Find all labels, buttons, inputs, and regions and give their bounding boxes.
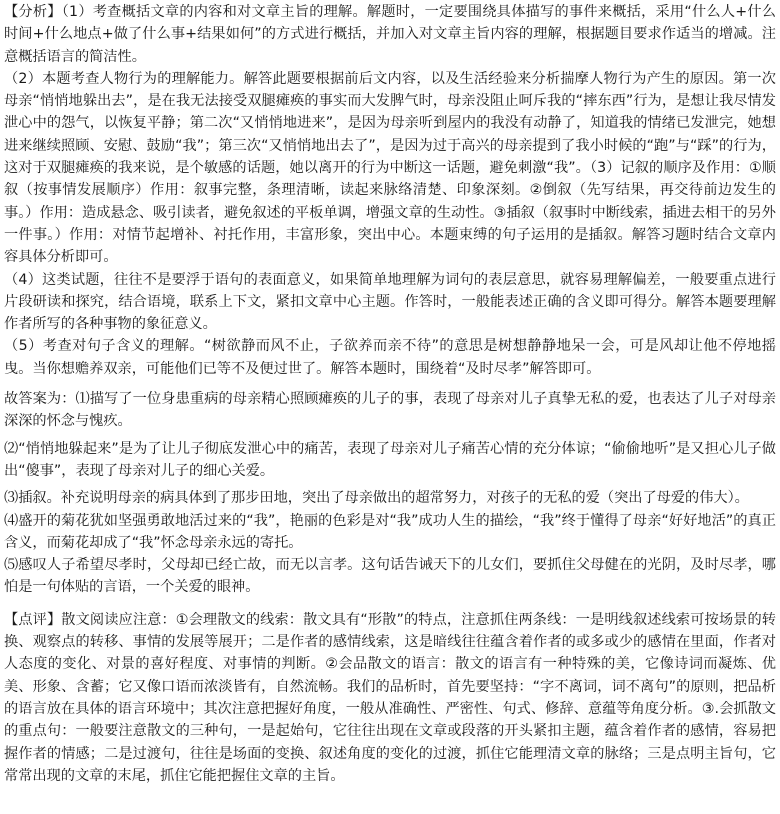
answer-4: ⑷盛开的菊花犹如坚强勇敢地活过来的“我”，艳丽的色彩是对“我”成功人生的描绘，“我”终于懂得了母亲“好好地活”的真正含义，而菊花却成了“我”怀念母亲永远的寄托。 bbox=[4, 512, 776, 551]
comment-section bbox=[4, 609, 776, 787]
analysis-part-2-3: （2）本题考查人物行为的理解能力。解答此题要根据前后文内容，以及生活经验来分析揣摩人物行为产生的原因。第一次母亲“悄悄地躲出去”，是在我无法接受双腿瘫痪的事实而大发脾气时，母亲没阻止呵斥我的“摔东西”行为，是想让我尽情发泄心中的怨气，以恢复平静；第二次“又悄悄地进来”，是因为母亲听到屋内的我没有动静了，知道我的情绪已发泄完，她想进来继续照顾、安慰、鼓励“我”；第三次“又悄悄地出去了”，是因为过于高兴的母亲提到了我小时候的“跑”与“踩”的行为，这对于双腿瘫痪的我来说，是个敏感的话题，她以离开的行为中断这一话题，避免刺激“我”。（3）记叙的顺序及作用：①顺叙（按事情发展顺序）作用：叙事完整，条理清晰，读起来脉络清楚、印象深刻。②倒叙（先写结果，再交待前边发生的事。）作用：造成悬念、吸引读者，避免叙述的平板单调，增强文章的生动性。③插叙（叙事时中断线索，插进去相干的另外一件事。）作用：对情节起增补、衬托作用，丰富形象，突出中心。本题束缚的句子运用的是插叙。解答习题时结合文章内容具体分析即可。 bbox=[4, 70, 776, 266]
answer-2: ⑵“悄悄地躲起来”是为了让儿子彻底发泄心中的痛苦，表现了母亲对儿子痛苦心情的充分体谅；“偷偷地听”是又担心儿子做出“傻事”，表现了母亲对儿子的细心关爱。 bbox=[4, 440, 776, 479]
answer-5: ⑸感叹人子希望尽孝时，父母却已经亡故，而无以言孝。这句话告诫天下的儿女们，要抓住父母健在的光阴，及时尽孝，哪怕是一句体贴的言语，一个关爱的眼神。 bbox=[4, 557, 776, 596]
analysis-part-4: （4）这类试题，往往不是要浮于语句的表面意义，如果简单地理解为词句的表层意思，就容易理解偏差，一般要重点进行片段研读和探究，结合语境，联系上下文，紧扣文章中心主题。作答时，一般能表述正确的含义即可得分。解答本题要理解作者所写的各种事物的象征意义。 bbox=[4, 271, 776, 333]
spacer bbox=[4, 599, 776, 609]
answer-section bbox=[4, 388, 776, 599]
analysis-part-5: （5）考查对句子含义的理解。“树欲静而风不止，子欲养而亲不待”的意思是树想静静地呆一会，可是风却让他不停地摇曳。当你想赡养双亲，可能他们已等不及便过世了。解答本题时，围绕着“及时尽孝”解答即可。 bbox=[4, 338, 776, 377]
spacer bbox=[4, 380, 776, 388]
comment-text: 【点评】散文阅读应注意：①会理散文的线索：散文具有“形散”的特点，注意抓住两条线：一是明线叙述线索可按场景的转换、观察点的转移、事情的发展等展开；二是作者的感情线索，这是暗线往往蕴含着作者的或多或少的感情在里面，作者对人态度的变化、对景的喜好程度、对事情的判断。②会品散文的语言：散文的语言有一种特殊的美，它像诗词而凝炼、优美、形象、含蓄；它又像口语而浓淡皆有，自然流畅。我们的品析时，首先要坚持：“字不离词，词不离句”的原则，把品析的语言放在具体的语言环境中；其次注意把握好角度，一般从准确性、严密性、句式、修辞、意蕴等角度分析。③.会抓散文的重点句：一般要注意散文的三种句，一是起始句，它往往出现在文章或段落的开头紧扣主题，蕴含着作者的感情，容易把握作者的情感；二是过渡句，往往是场面的变换、叙述角度的变化的过渡，抓住它能理清文章的脉络；三是点明主旨句，它常常出现的文章的末尾，抓住它能把握住文章的主旨。 bbox=[4, 611, 776, 784]
analysis-part-1: 【分析】（1）考查概括文章的内容和对文章主旨的理解。解题时，一定要围绕具体描写的事件来概括，采用“什么人+什么时间+什么地点+做了什么事+结果如何”的方式进行概括，并加入对文章主旨内容的理解，根据题目要求作适当的增减。注意概括语言的简洁性。 bbox=[4, 4, 776, 65]
answer-3: ⑶插叙。补充说明母亲的病具体到了那步田地，突出了母亲做出的超常努力，对孩子的无私的爱（突出了母爱的伟大）。 bbox=[4, 490, 749, 507]
analysis-section bbox=[4, 1, 776, 380]
answer-1: 故答案为：⑴描写了一位身患重病的母亲精心照顾瘫痪的儿子的事，表现了母亲对儿子真挚无私的爱，也表达了儿子对母亲深深的怀念与愧疚。 bbox=[4, 391, 776, 430]
